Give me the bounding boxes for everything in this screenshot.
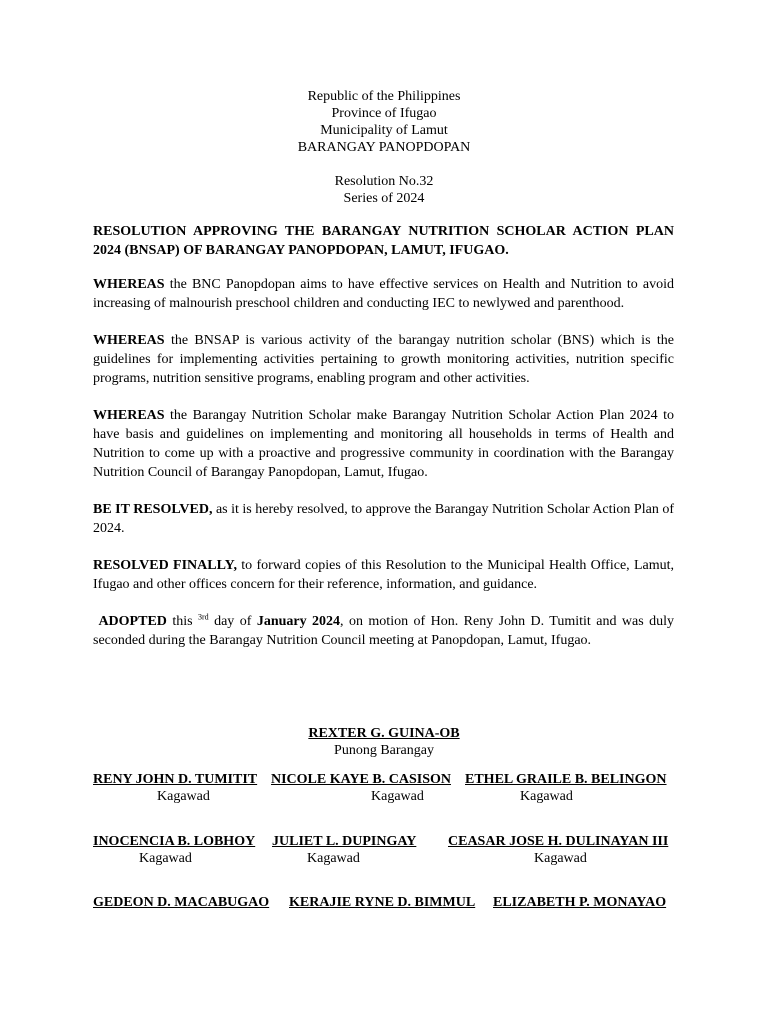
signatory-name: CEASAR JOSE H. DULINAYAN III bbox=[448, 834, 669, 849]
signature-kagawad bbox=[93, 833, 255, 867]
adopted-date: January 2024 bbox=[256, 614, 341, 629]
resolved-finally-paragraph bbox=[93, 556, 674, 594]
signatory-name: NICOLE KAYE B. CASISON bbox=[271, 772, 451, 787]
signature-kagawad bbox=[271, 771, 451, 805]
paragraph-lead: RESOLVED FINALLY, bbox=[93, 558, 237, 573]
signature-punong-barangay bbox=[234, 725, 534, 759]
resolution-number: Resolution No.32 bbox=[334, 174, 434, 189]
header-municipality: Municipality of Lamut bbox=[320, 123, 448, 138]
signatory-position: Kagawad bbox=[371, 789, 424, 804]
signature-kagawad bbox=[289, 894, 475, 911]
signatory-position: Kagawad bbox=[307, 851, 360, 866]
signatory-position: Punong Barangay bbox=[334, 743, 434, 758]
signature-kagawad bbox=[465, 771, 667, 805]
be-it-resolved-paragraph bbox=[93, 500, 674, 538]
adopted-this: this bbox=[166, 614, 198, 629]
signature-kagawad bbox=[93, 771, 257, 805]
header-province: Province of Ifugao bbox=[331, 106, 437, 121]
paragraph-text: the Barangay Nutrition Scholar make Barangay Nutrition Scholar Action Plan 2024 to have basis and guidelines on implementing and monitoring all households in terms of Health and Nutrition to come up with a proactive and progressive community in coordination with the Barangay Nutrition Council of Barangay Panopdopan, Lamut, Ifugao. bbox=[93, 408, 674, 480]
paragraph-lead: WHEREAS bbox=[93, 408, 165, 423]
signatory-name: REXTER G. GUINA-OB bbox=[308, 726, 460, 741]
paragraph-lead: BE IT RESOLVED, bbox=[93, 502, 213, 517]
adopted-day-of: day of bbox=[208, 614, 257, 629]
signatory-name: RENY JOHN D. TUMITIT bbox=[93, 772, 258, 787]
paragraph-text: the BNC Panopdopan aims to have effective services on Health and Nutrition to avoid increasing of malnourish preschool children and conducting IEC to newlywed and parenthood. bbox=[93, 277, 674, 311]
adopted-rest: , on motion of Hon. Reny John D. Tumitit and was duly seconded during the Barangay Nutrition Council meeting at Panopdopan, Lamut, Ifugao. bbox=[93, 614, 674, 648]
signatory-position: Kagawad bbox=[534, 851, 587, 866]
header-barangay: BARANGAY PANOPDOPAN bbox=[297, 140, 471, 155]
whereas-paragraph-3 bbox=[93, 406, 674, 482]
signatory-name: JULIET L. DUPINGAY bbox=[272, 834, 417, 849]
adopted-lead: ADOPTED bbox=[98, 614, 167, 629]
signatory-position: Kagawad bbox=[139, 851, 192, 866]
whereas-paragraph-2 bbox=[93, 331, 674, 388]
paragraph-text: the BNSAP is various activity of the barangay nutrition scholar (BNS) which is the guidelines for implementing activities pertaining to growth monitoring activities, nutrition specific programs, nutrition sensitive programs, enabling program and other activities. bbox=[93, 333, 674, 386]
signatory-name: KERAJIE RYNE D. BIMMUL bbox=[289, 895, 476, 910]
signature-kagawad bbox=[93, 894, 269, 911]
signatory-name: INOCENCIA B. LOBHOY bbox=[93, 834, 256, 849]
signatory-position: Kagawad bbox=[520, 789, 573, 804]
resolution-series: Series of 2024 bbox=[343, 191, 425, 206]
paragraph-lead: WHEREAS bbox=[93, 333, 165, 348]
header-republic: Republic of the Philippines bbox=[307, 89, 461, 104]
signatory-name: ELIZABETH P. MONAYAO bbox=[493, 895, 667, 910]
resolution-title: RESOLUTION APPROVING THE BARANGAY NUTRITION SCHOLAR ACTION PLAN 2024 (BNSAP) OF BARANGAY PANOPDOPAN, LAMUT, IFUGAO. bbox=[93, 224, 674, 258]
day-superscript: 3rd bbox=[197, 612, 209, 622]
signature-kagawad bbox=[493, 894, 666, 911]
resolution-body bbox=[93, 222, 674, 668]
paragraph-text: to forward copies of this Resolution to the Municipal Health Office, Lamut, Ifugao and other offices concern for their reference, information, and guidance. bbox=[93, 558, 674, 592]
adopted-paragraph bbox=[93, 612, 674, 650]
signatory-position: Kagawad bbox=[157, 789, 210, 804]
signature-kagawad bbox=[448, 833, 668, 867]
signatory-name: GEDEON D. MACABUGAO bbox=[93, 895, 270, 910]
whereas-paragraph-1 bbox=[93, 275, 674, 313]
paragraph-lead: WHEREAS bbox=[93, 277, 165, 292]
signature-kagawad bbox=[272, 833, 416, 867]
document-header bbox=[0, 88, 768, 207]
signatory-name: ETHEL GRAILE B. BELINGON bbox=[465, 772, 667, 787]
paragraph-text: as it is hereby resolved, to approve the Barangay Nutrition Scholar Action Plan of 2024. bbox=[93, 502, 674, 536]
